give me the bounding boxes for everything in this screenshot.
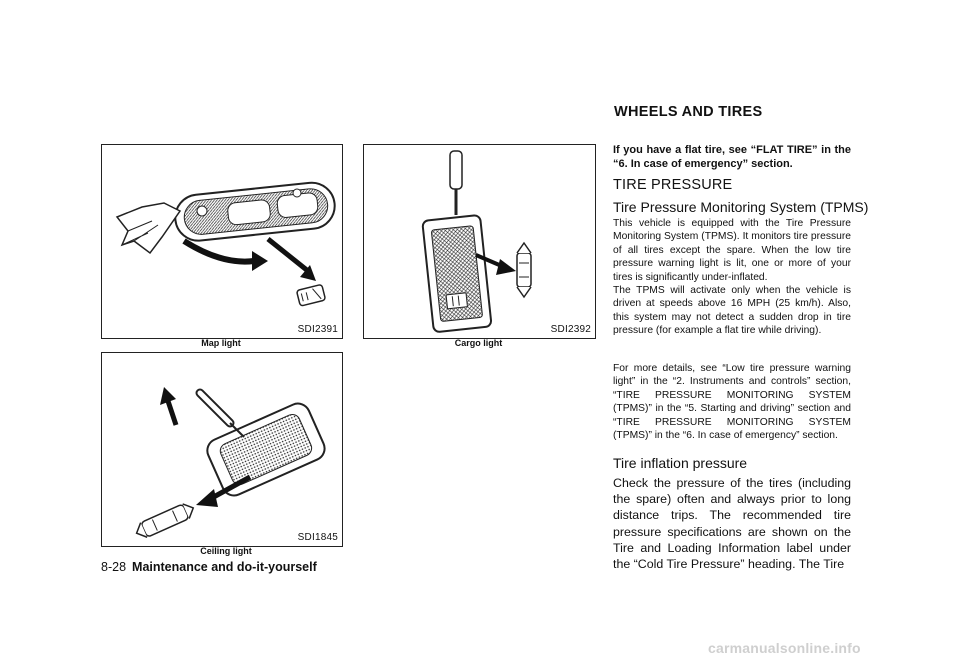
page-number: 8-28 bbox=[101, 560, 127, 574]
ceiling-light-figure bbox=[101, 352, 343, 547]
inflation-paragraph: Check the pressure of the tires (including the spare) often and always prior to long distance trips. The recommended tire pressure specifications are shown on the Tire and Loading Information label under the “Cold Tire Pressure” heading. The Tire bbox=[613, 476, 851, 572]
figure-code: SDI2392 bbox=[550, 324, 591, 335]
tpms-paragraph-2: The TPMS will activate only when the vehicle is driven at speeds above 16 MPH (25 km/h). Also, this system may not detect a sudden drop in tire pressure (for example a flat tire while driving). bbox=[613, 285, 851, 337]
ceiling-light-caption: Ceiling light bbox=[200, 546, 252, 556]
inflation-heading: Tire inflation pressure bbox=[613, 455, 748, 471]
tire-pressure-heading: TIRE PRESSURE bbox=[613, 177, 733, 193]
map-light-figure bbox=[101, 144, 343, 339]
ceiling-light-illustration bbox=[102, 353, 342, 546]
section-title: WHEELS AND TIRES bbox=[614, 104, 763, 120]
tpms-paragraph-1: This vehicle is equipped with the Tire Pressure Monitoring System (TPMS). It monitors tire pressure of all tires except the spare. When the low tire pressure warning light is lit, one or more of your tires is significantly under-inflated. bbox=[613, 218, 851, 283]
map-light-illustration bbox=[102, 145, 342, 338]
cargo-light-figure bbox=[363, 144, 596, 339]
tpms-heading: Tire Pressure Monitoring System (TPMS) bbox=[613, 199, 869, 215]
page-footer bbox=[101, 560, 317, 574]
tpms-paragraph-3: For more details, see “Low tire pressure warning light” in the “2. Instruments and controls” section, “TIRE PRESSURE MONITORING SYSTEM (TPMS)” in the “5. Starting and driving” section and “TIRE PRESSURE MONITORING SYSTEM (TPMS)” in the “6. In case of emergency” section. bbox=[613, 363, 851, 442]
figure-code: SDI2391 bbox=[297, 324, 338, 335]
watermark: carmanualsonline.info bbox=[708, 640, 861, 656]
intro-paragraph: If you have a flat tire, see “FLAT TIRE” in the “6. In case of emergency” section. bbox=[613, 144, 851, 170]
cargo-light-caption: Cargo light bbox=[454, 338, 503, 348]
figure-code: SDI1845 bbox=[297, 532, 338, 543]
footer-section-title: Maintenance and do-it-yourself bbox=[132, 560, 317, 574]
map-light-caption: Map light bbox=[201, 338, 241, 348]
cargo-light-illustration bbox=[364, 145, 595, 338]
